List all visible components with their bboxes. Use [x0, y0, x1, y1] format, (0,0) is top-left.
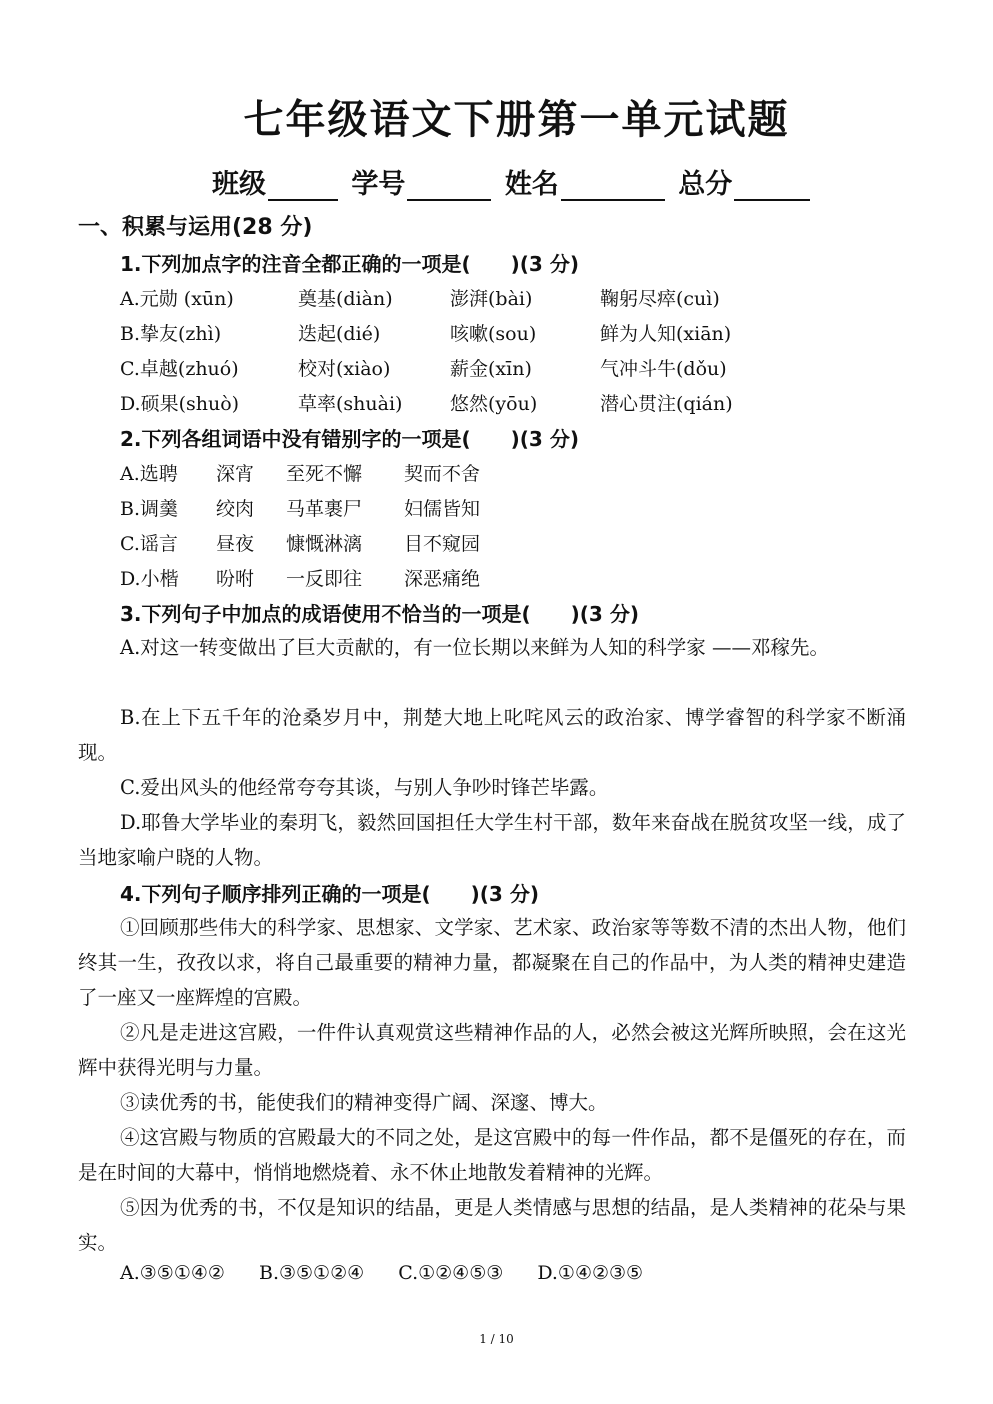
q2-cell: 至死不懈: [286, 463, 363, 485]
q2-cell: 契而不舍: [404, 463, 481, 485]
q1-cell: 鞠躬尽瘁(cuì): [600, 288, 720, 310]
q2-cell: 慷慨淋漓: [286, 533, 363, 555]
q2-cell: 吩咐: [216, 568, 255, 590]
q4-choice-a: A.③⑤①④②: [120, 1262, 225, 1284]
q1-cell: 气冲斗牛(dǒu): [600, 358, 727, 380]
question-1-stem: 1.下列加点字的注音全都正确的一项是( )(3 分): [120, 252, 579, 276]
q1-cell: 草率(shuài): [298, 393, 403, 415]
id-label: 学号: [351, 169, 406, 200]
q2-cell: A.选聘: [120, 463, 178, 485]
name-blank: [561, 171, 665, 201]
name-label: 姓名: [504, 169, 559, 200]
q3-option-b: B.在上下五千年的沧桑岁月中，荆楚大地上叱咤风云的政治家、博学睿智的科学家不断涌现。: [78, 706, 906, 764]
q4-choice-c: C.①②④⑤③: [398, 1262, 504, 1284]
q1-cell: 校对(xiào): [298, 358, 391, 380]
q1-cell: 迭起(dié): [298, 323, 381, 345]
q2-cell: 一反即往: [286, 568, 363, 590]
question-2-stem: 2.下列各组词语中没有错别字的一项是( )(3 分): [120, 427, 579, 451]
q3-option-c: C.爱出风头的他经常夸夸其谈，与别人争吵时锋芒毕露。: [120, 776, 609, 799]
section-heading: 一、积累与运用(28 分): [78, 215, 313, 240]
class-label: 班级: [212, 169, 266, 200]
q1-cell: 咳嗽(sou): [450, 323, 537, 345]
q2-cell: D.小楷: [120, 568, 179, 590]
q2-cell: B.调羹: [120, 498, 179, 520]
q2-cell: 深恶痛绝: [404, 568, 481, 590]
q2-cell: 深宵: [216, 463, 255, 485]
q2-cell: 妇儒皆知: [404, 498, 481, 520]
q4-sentence-5: ⑤因为优秀的书，不仅是知识的结晶，更是人类情感与思想的结晶，是人类精神的花朵与果实。: [78, 1196, 906, 1254]
question-3-stem: 3.下列句子中加点的成语使用不恰当的一项是( )(3 分): [120, 602, 639, 626]
q1-cell: 澎湃(bài): [450, 288, 533, 310]
q1-cell: C.卓越(zhuó): [120, 358, 239, 380]
page-number: 1 / 10: [479, 1332, 514, 1346]
q2-cell: C.谣言: [120, 533, 178, 555]
q4-sentence-4: ④这宫殿与物质的宫殿最大的不同之处，是这宫殿中的每一件作品，都不是僵死的存在，而是在时间的大幕中，悄悄地燃烧着、永不休止地散发着精神的光辉。: [78, 1126, 906, 1184]
id-blank: [407, 171, 491, 201]
q1-cell: 鲜为人知(xiān): [600, 323, 732, 345]
q2-cell: 绞肉: [216, 498, 255, 520]
q4-choice-d: D.①④②③⑤: [537, 1262, 644, 1284]
q4-sentence-1: ①回顾那些伟大的科学家、思想家、文学家、艺术家、政治家等等数不清的杰出人物，他们终其一生，孜孜以求，将自己最重要的精神力量，都凝聚在自己的作品中，为人类的精神史建造了一座又一座辉煌的宫殿。: [78, 916, 906, 1009]
q4-choices: [120, 1262, 671, 1284]
q2-cell: 昼夜: [216, 533, 255, 555]
q3-option-d: D.耶鲁大学毕业的秦玥飞，毅然回国担任大学生村干部，数年来奋战在脱贫攻坚一线，成了当地家喻户晓的人物。: [78, 811, 906, 869]
q3-option-a: A.对这一转变做出了巨大贡献的，有一位长期以来鲜为人知的科学家 ——邓稼先。: [120, 636, 829, 659]
score-blank: [734, 171, 810, 201]
student-info-line: [212, 162, 814, 201]
q1-cell: B.挚友(zhì): [120, 323, 222, 345]
q4-sentence-2: ②凡是走进这宫殿，一件件认真观赏这些精神作品的人，必然会被这光辉所映照，会在这光辉中获得光明与力量。: [78, 1021, 906, 1079]
q1-cell: 薪金(xīn): [450, 358, 532, 380]
score-label: 总分: [678, 169, 733, 200]
q1-cell: 潜心贯注(qián): [600, 393, 733, 415]
q4-choice-b: B.③⑤①②④: [258, 1262, 365, 1284]
q4-sentence-3: ③读优秀的书，能使我们的精神变得广阔、深邃、博大。: [120, 1091, 608, 1114]
q1-cell: A.元勋 (xūn): [120, 288, 234, 310]
q2-cell: 目不窥园: [404, 533, 481, 555]
q1-cell: 悠然(yōu): [450, 393, 538, 415]
question-4-stem: 4.下列句子顺序排列正确的一项是( )(3 分): [120, 882, 539, 906]
q1-cell: D.硕果(shuò): [120, 393, 240, 415]
q2-cell: 马革裹尸: [286, 498, 363, 520]
class-blank: [268, 171, 338, 201]
q1-cell: 奠基(diàn): [298, 288, 393, 310]
page-title: 七年级语文下册第一单元试题: [243, 97, 790, 143]
